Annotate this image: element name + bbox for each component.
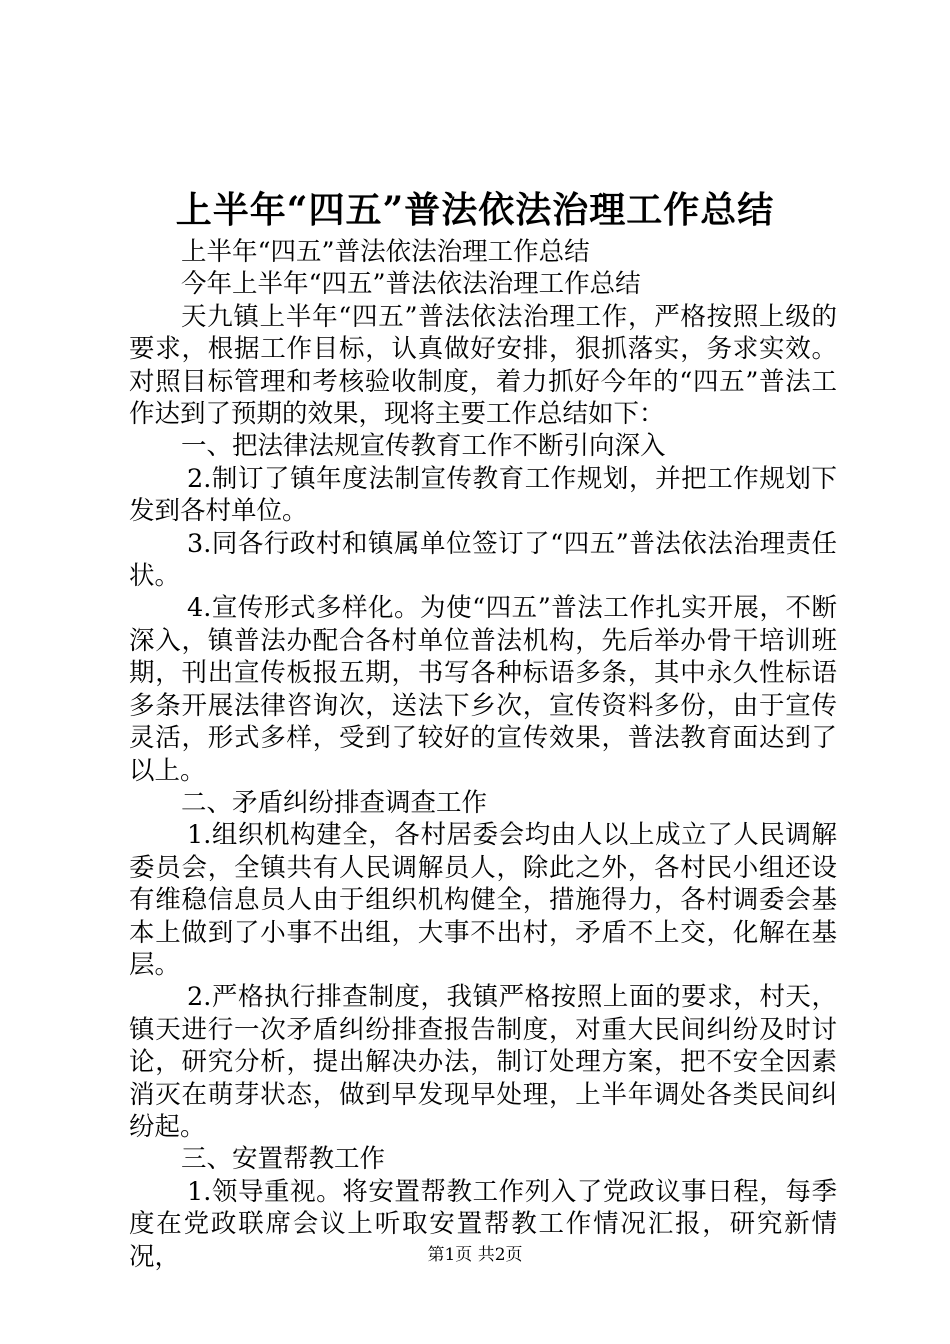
page-number-footer: 第1页 共2页 [427, 1245, 523, 1265]
document-body [129, 236, 837, 1273]
paragraph-item: 3.同各行政村和镇属单位签订了“四五”普法依法治理责任状。 [129, 528, 837, 592]
paragraph-intro: 天九镇上半年“四五”普法依法治理工作，严格按照上级的要求，根据工作目标，认真做好安排，狠抓落实，务求实效。对照目标管理和考核验收制度，着力抓好今年的“四五”普法工作达到了预期的效果，现将主要工作总结如下： [129, 301, 837, 430]
paragraph-subtitle-2: 今年上半年“四五”普法依法治理工作总结 [181, 269, 641, 300]
section-heading-3: 三、安置帮教工作 [181, 1144, 386, 1175]
section-heading-2: 二、矛盾纠纷排查调查工作 [181, 787, 488, 818]
paragraph-item: 1.领导重视。将安置帮教工作列入了党政议事日程，每季度在党政联席会议上听取安置帮教工作情况汇报，研究新情况， [129, 1176, 837, 1272]
paragraph-item: 2.严格执行排查制度，我镇严格按照上面的要求，村天，镇天进行一次矛盾纠纷排查报告制度，对重大民间纠纷及时讨论，研究分析，提出解决办法，制订处理方案，把不安全因素消灭在萌芽状态，做到早发现早处理，上半年调处各类民间纠纷起。 [129, 982, 837, 1142]
paragraph-subtitle: 上半年“四五”普法依法治理工作总结 [181, 237, 590, 267]
paragraph-item: 1.组织机构建全，各村居委会均由人以上成立了人民调解委员会，全镇共有人民调解员人，除此之外，各村民小组还设有维稳信息员人由于组织机构健全，措施得力，各村调委会基本上做到了小事不出组，大事不出村，矛盾不上交，化解在基层。 [129, 820, 837, 980]
paragraph-item: 4.宣传形式多样化。为使“四五”普法工作扎实开展，不断深入，镇普法办配合各村单位普法机构，先后举办骨干培训班期，刊出宣传板报五期，书写各种标语多条，其中永久性标语多条开展法律咨询次，送法下乡次，宣传资料多份，由于宣传灵活，形式多样，受到了较好的宣传效果，普法教育面达到了以上。 [129, 593, 837, 786]
paragraph-item: 2.制订了镇年度法制宣传教育工作规划，并把工作规划下发到各村单位。 [129, 463, 837, 527]
document-title: 上半年“四五”普法依法治理工作总结 [175, 189, 775, 231]
section-heading-1: 一、把法律法规宣传教育工作不断引向深入 [181, 431, 666, 462]
